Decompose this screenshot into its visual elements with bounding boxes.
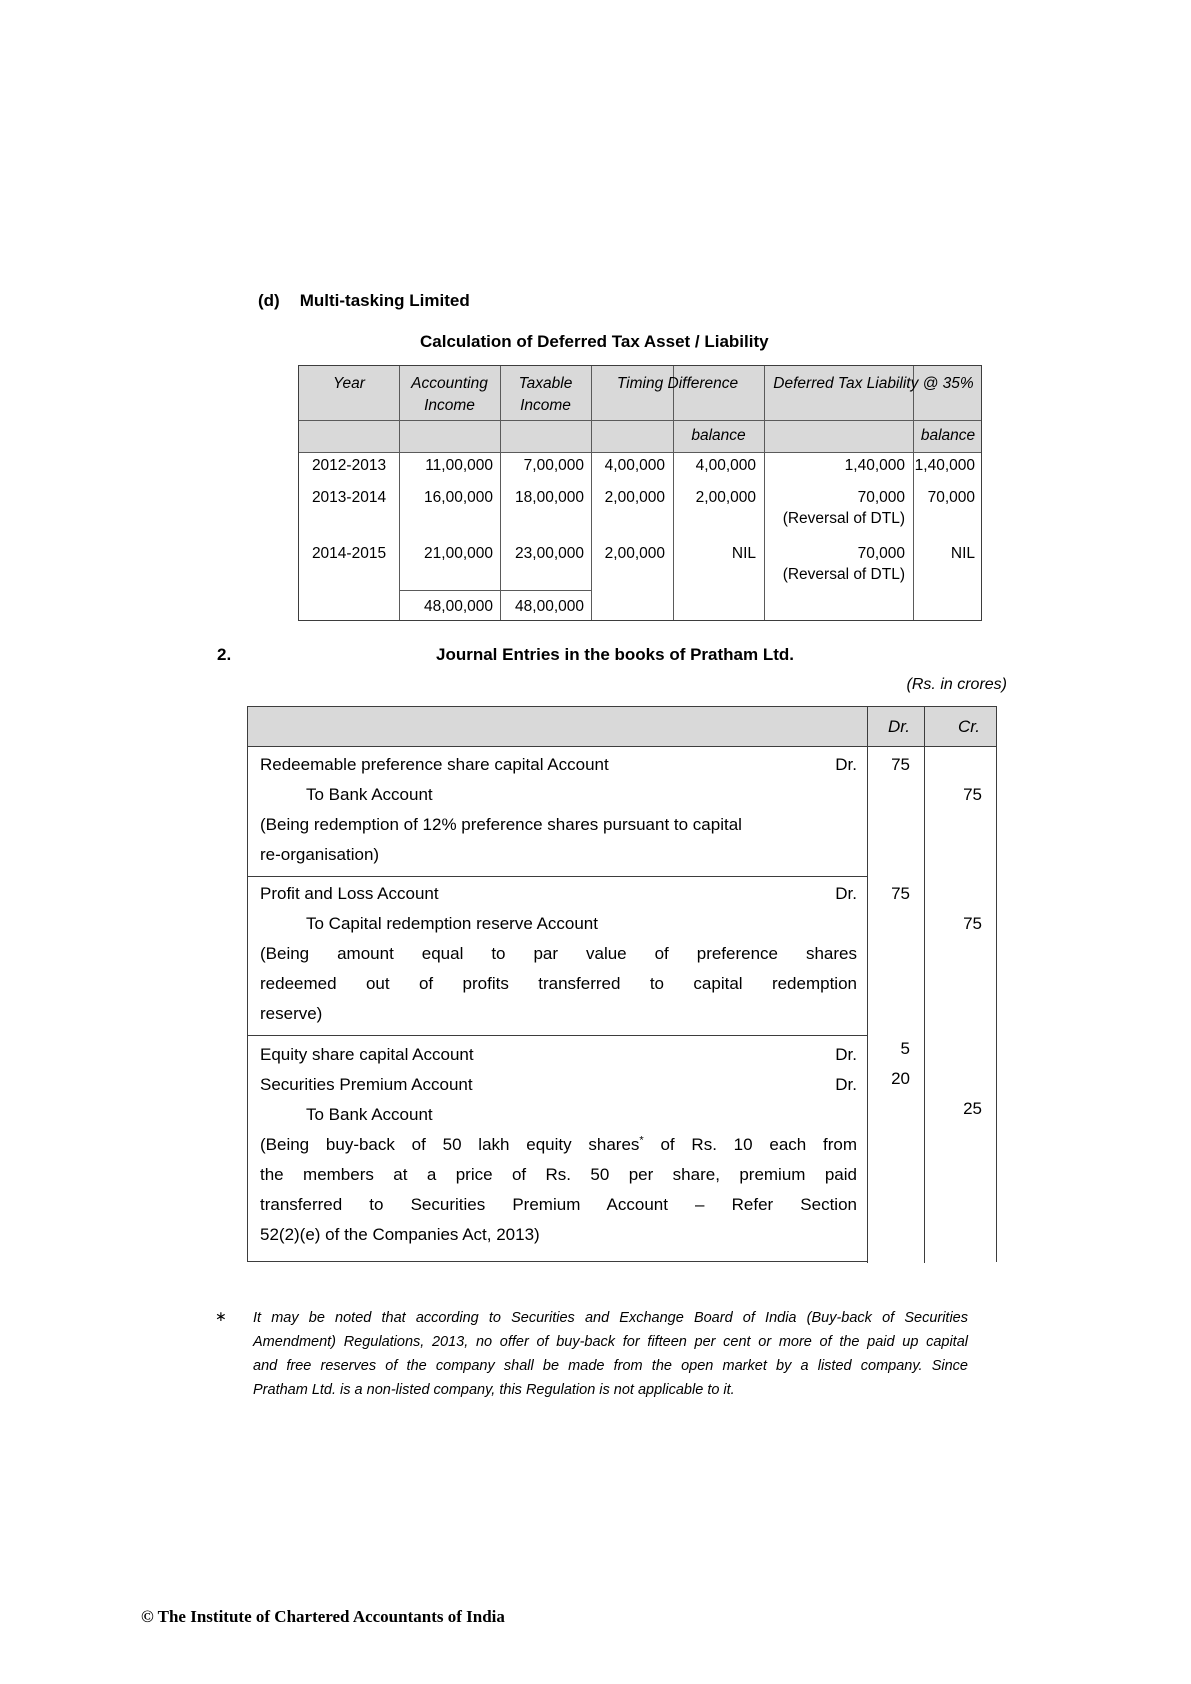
deferred-tax-table xyxy=(298,365,982,621)
dr-label: Dr. xyxy=(835,755,857,774)
narration-line: the members at a price of Rs. 50 per share, premium paid xyxy=(260,1165,857,1184)
col-header-deferred-tax-liability: Deferred Tax Liability @ 35% xyxy=(773,375,974,392)
table-cell: 18,00,000 xyxy=(515,489,584,506)
section-d-label: (d) xyxy=(258,291,280,310)
table-cell: 1,40,000 xyxy=(914,457,975,474)
footnote-line: and free reserves of the company shall be made from the open market by a listed company. Since xyxy=(253,1358,968,1374)
account-name: Securities Premium Account xyxy=(260,1075,473,1094)
table-cell: 4,00,000 xyxy=(604,457,665,474)
entry-line xyxy=(260,1070,857,1100)
table-cell: 16,00,000 xyxy=(424,489,493,506)
footnote-line: It may be noted that according to Securities and Exchange Board of India (Buy-back of Securities xyxy=(253,1310,968,1326)
journal-title: Journal Entries in the books of Pratham Ltd. xyxy=(436,645,794,664)
section-d-title: Multi-tasking Limited xyxy=(299,291,470,310)
account-name: Redeemable preference share capital Account xyxy=(260,755,609,774)
footnote-marker: * xyxy=(639,1134,644,1147)
journal-header-band xyxy=(248,707,996,747)
col-header-taxable-income: Taxable Income xyxy=(518,375,573,414)
table-total-accounting: 48,00,000 xyxy=(424,598,493,615)
table-cell: NIL xyxy=(950,545,975,562)
unit-note: (Rs. in crores) xyxy=(906,676,1007,693)
narration-line: transferred to Securities Premium Account – Refer Section xyxy=(260,1195,857,1214)
subheader-balance-dtl: balance xyxy=(920,427,976,444)
table-cell: 23,00,000 xyxy=(515,545,584,562)
footnote-asterisk: ∗ xyxy=(215,1308,227,1324)
narration-line: (Being redemption of 12% preference shares pursuant to capital xyxy=(260,815,742,834)
table-cell: 21,00,000 xyxy=(424,545,493,562)
footnote-line: Pratham Ltd. is a non-listed company, this Regulation is not applicable to it. xyxy=(253,1382,735,1398)
journal-entry xyxy=(248,748,867,877)
dr-label: Dr. xyxy=(835,884,857,903)
table-total-taxable: 48,00,000 xyxy=(515,598,584,615)
dr-amount: 75 xyxy=(891,884,910,903)
table1-gridline xyxy=(299,452,981,453)
table-cell: 11,00,000 xyxy=(425,457,493,474)
cr-amount: 75 xyxy=(963,785,982,804)
table-row-year: 2013-2014 xyxy=(311,489,387,506)
dr-amount: 5 xyxy=(900,1039,910,1058)
col-header-cr: Cr. xyxy=(957,717,980,736)
dr-label: Dr. xyxy=(835,1045,857,1064)
table-cell: 1,40,000 xyxy=(844,457,905,474)
dr-label: Dr. xyxy=(835,1075,857,1094)
section-d-heading xyxy=(258,291,470,311)
col-header-year: Year xyxy=(333,375,365,392)
table-cell: NIL xyxy=(731,545,756,562)
narration-line: reserve) xyxy=(260,1004,323,1023)
table-cell: 70,000 xyxy=(927,489,975,506)
entry-line xyxy=(260,1040,857,1070)
table1-gridline xyxy=(299,420,981,421)
journal-entry xyxy=(248,1036,867,1274)
cr-amount: 25 xyxy=(963,1099,982,1118)
narration-line: redeemed out of profits transferred to capital redemption xyxy=(260,974,857,993)
journal-entries xyxy=(248,748,867,1274)
table1-title: Calculation of Deferred Tax Asset / Liability xyxy=(420,332,769,351)
table-cell: 4,00,000 xyxy=(695,457,756,474)
dr-amount: 20 xyxy=(891,1069,910,1088)
journal-gridline xyxy=(924,707,925,1263)
table-cell: 2,00,000 xyxy=(695,489,756,506)
table-cell: 70,000 (Reversal of DTL) xyxy=(782,489,905,527)
narration-line: (Being buy-back of 50 lakh equity shares* of Rs. 10 each from xyxy=(260,1134,857,1154)
journal-entry xyxy=(248,877,867,1036)
subheader-balance-timing: balance xyxy=(691,427,746,444)
question-number: 2. xyxy=(217,645,232,664)
table-row-year: 2012-2013 xyxy=(311,457,387,474)
narration-line: 52(2)(e) of the Companies Act, 2013) xyxy=(260,1225,540,1244)
table-cell: 7,00,000 xyxy=(523,457,584,474)
table1-total-rule xyxy=(399,590,591,591)
narration-line: (Being amount equal to par value of preference shares xyxy=(260,944,857,963)
account-name: Profit and Loss Account xyxy=(260,884,439,903)
col-header-accounting-income: Accounting Income xyxy=(411,375,488,414)
col-header-timing-difference: Timing Difference xyxy=(616,375,739,392)
cr-amount: 75 xyxy=(963,914,982,933)
table-cell: 2,00,000 xyxy=(604,489,665,506)
footnote xyxy=(253,1306,968,1402)
narration-line: re-organisation) xyxy=(260,845,380,864)
account-name: Equity share capital Account xyxy=(260,1045,474,1064)
entry-line xyxy=(260,750,857,780)
table-row-year: 2014-2015 xyxy=(311,545,387,562)
journal-table xyxy=(247,706,997,1262)
dr-amount: 75 xyxy=(891,755,910,774)
table-cell: 70,000 (Reversal of DTL) xyxy=(782,545,905,583)
entry-line: To Bank Account xyxy=(306,785,433,804)
entry-line: To Capital redemption reserve Account xyxy=(306,914,598,933)
entry-line: To Bank Account xyxy=(306,1105,433,1124)
entry-line xyxy=(260,879,857,909)
copyright-footer: © The Institute of Chartered Accountants of India xyxy=(141,1607,505,1626)
col-header-dr: Dr. xyxy=(887,717,910,736)
journal-gridline xyxy=(867,707,868,1263)
footnote-line: Amendment) Regulations, 2013, no offer of buy-back for fifteen per cent or more of the paid up capital xyxy=(253,1334,968,1350)
table-cell: 2,00,000 xyxy=(604,545,665,562)
